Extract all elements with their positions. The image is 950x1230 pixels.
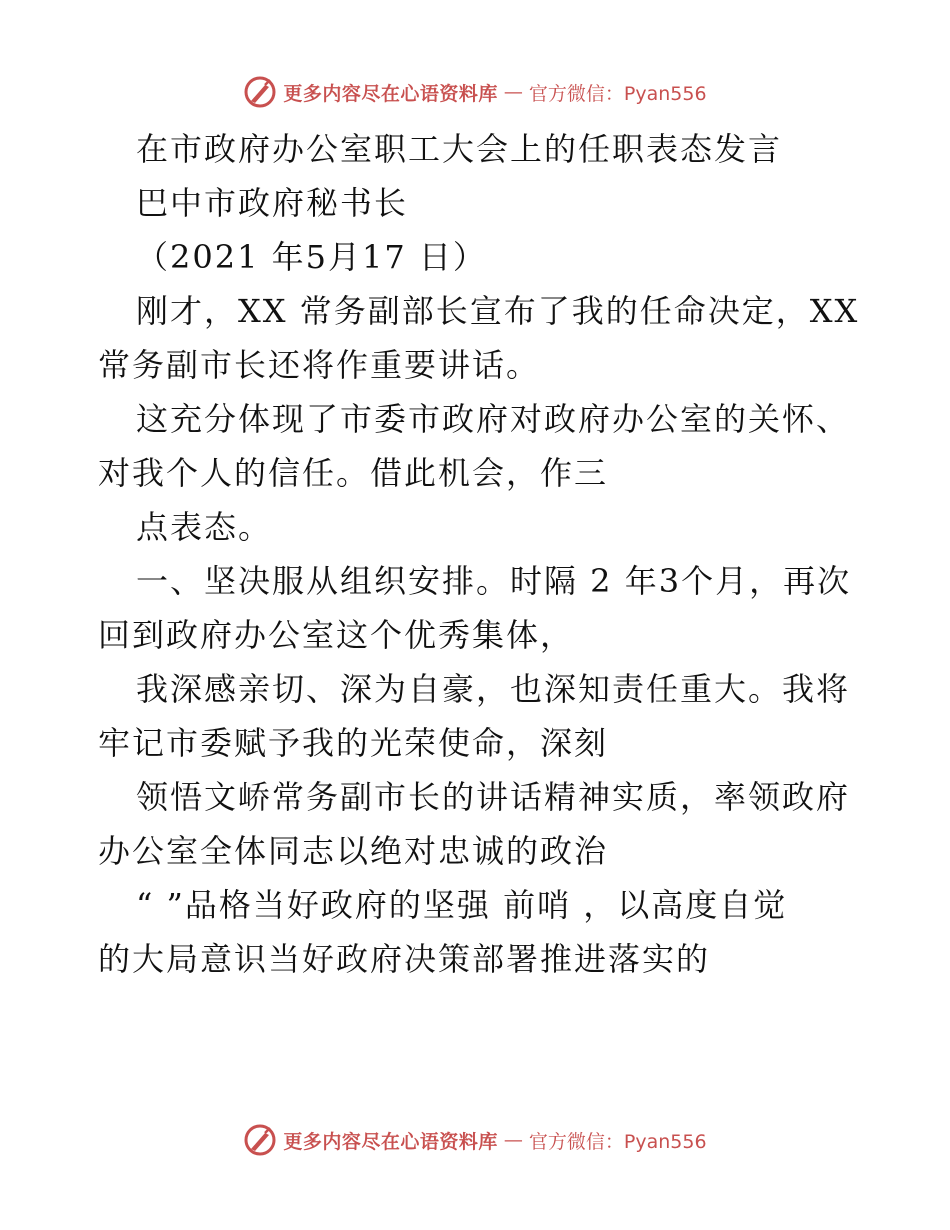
banner-official-wechat: 官方微信：Pyan556 xyxy=(528,1130,707,1153)
doc-line: 的大局意识当好政府决策部署推进落实的 xyxy=(98,940,711,978)
doc-line: 领悟文峤常务副市长的讲话精神实质，率领政府 xyxy=(136,778,851,816)
doc-date: （2021 年5月17 日） xyxy=(136,238,487,276)
document-body xyxy=(98,122,858,986)
banner-official-wechat: 官方微信：Pyan556 xyxy=(528,82,707,105)
doc-line: 办公室全体同志以绝对忠诚的政治 xyxy=(98,832,609,870)
doc-line: 对我个人的信任。借此机会，作三 xyxy=(98,454,609,492)
quill-pen-icon xyxy=(243,1123,277,1157)
doc-line: 回到政府办公室这个优秀集体， xyxy=(98,616,575,654)
doc-author: 巴中市政府秘书长 xyxy=(136,184,409,222)
header-banner xyxy=(0,72,950,112)
doc-line: “ ”品格当好政府的坚强 前哨 ，以高度自觉 xyxy=(136,886,788,924)
footer-banner xyxy=(0,1120,950,1160)
doc-title: 在市政府办公室职工大会上的任职表态发言 xyxy=(136,130,783,168)
doc-line: 点表态。 xyxy=(136,508,273,546)
quill-pen-icon xyxy=(243,75,277,109)
banner-separator: — xyxy=(503,81,523,103)
doc-line: 这充分体现了市委市政府对政府办公室的关怀、 xyxy=(136,400,851,438)
banner-brand-text: 更多内容尽在心语资料库 xyxy=(283,1130,498,1153)
doc-line: 常务副市长还将作重要讲话。 xyxy=(98,346,541,384)
doc-line: 刚才，XX 常务副部长宣布了我的任命决定，XX xyxy=(136,292,860,330)
banner-brand-text: 更多内容尽在心语资料库 xyxy=(283,82,498,105)
banner-separator: — xyxy=(503,1129,523,1151)
doc-line: 一、坚决服从组织安排。时隔 2 年3个月，再次 xyxy=(136,562,852,600)
doc-line: 我深感亲切、深为自豪，也深知责任重大。我将 xyxy=(136,670,851,708)
doc-line: 牢记市委赋予我的光荣使命，深刻 xyxy=(98,724,609,762)
